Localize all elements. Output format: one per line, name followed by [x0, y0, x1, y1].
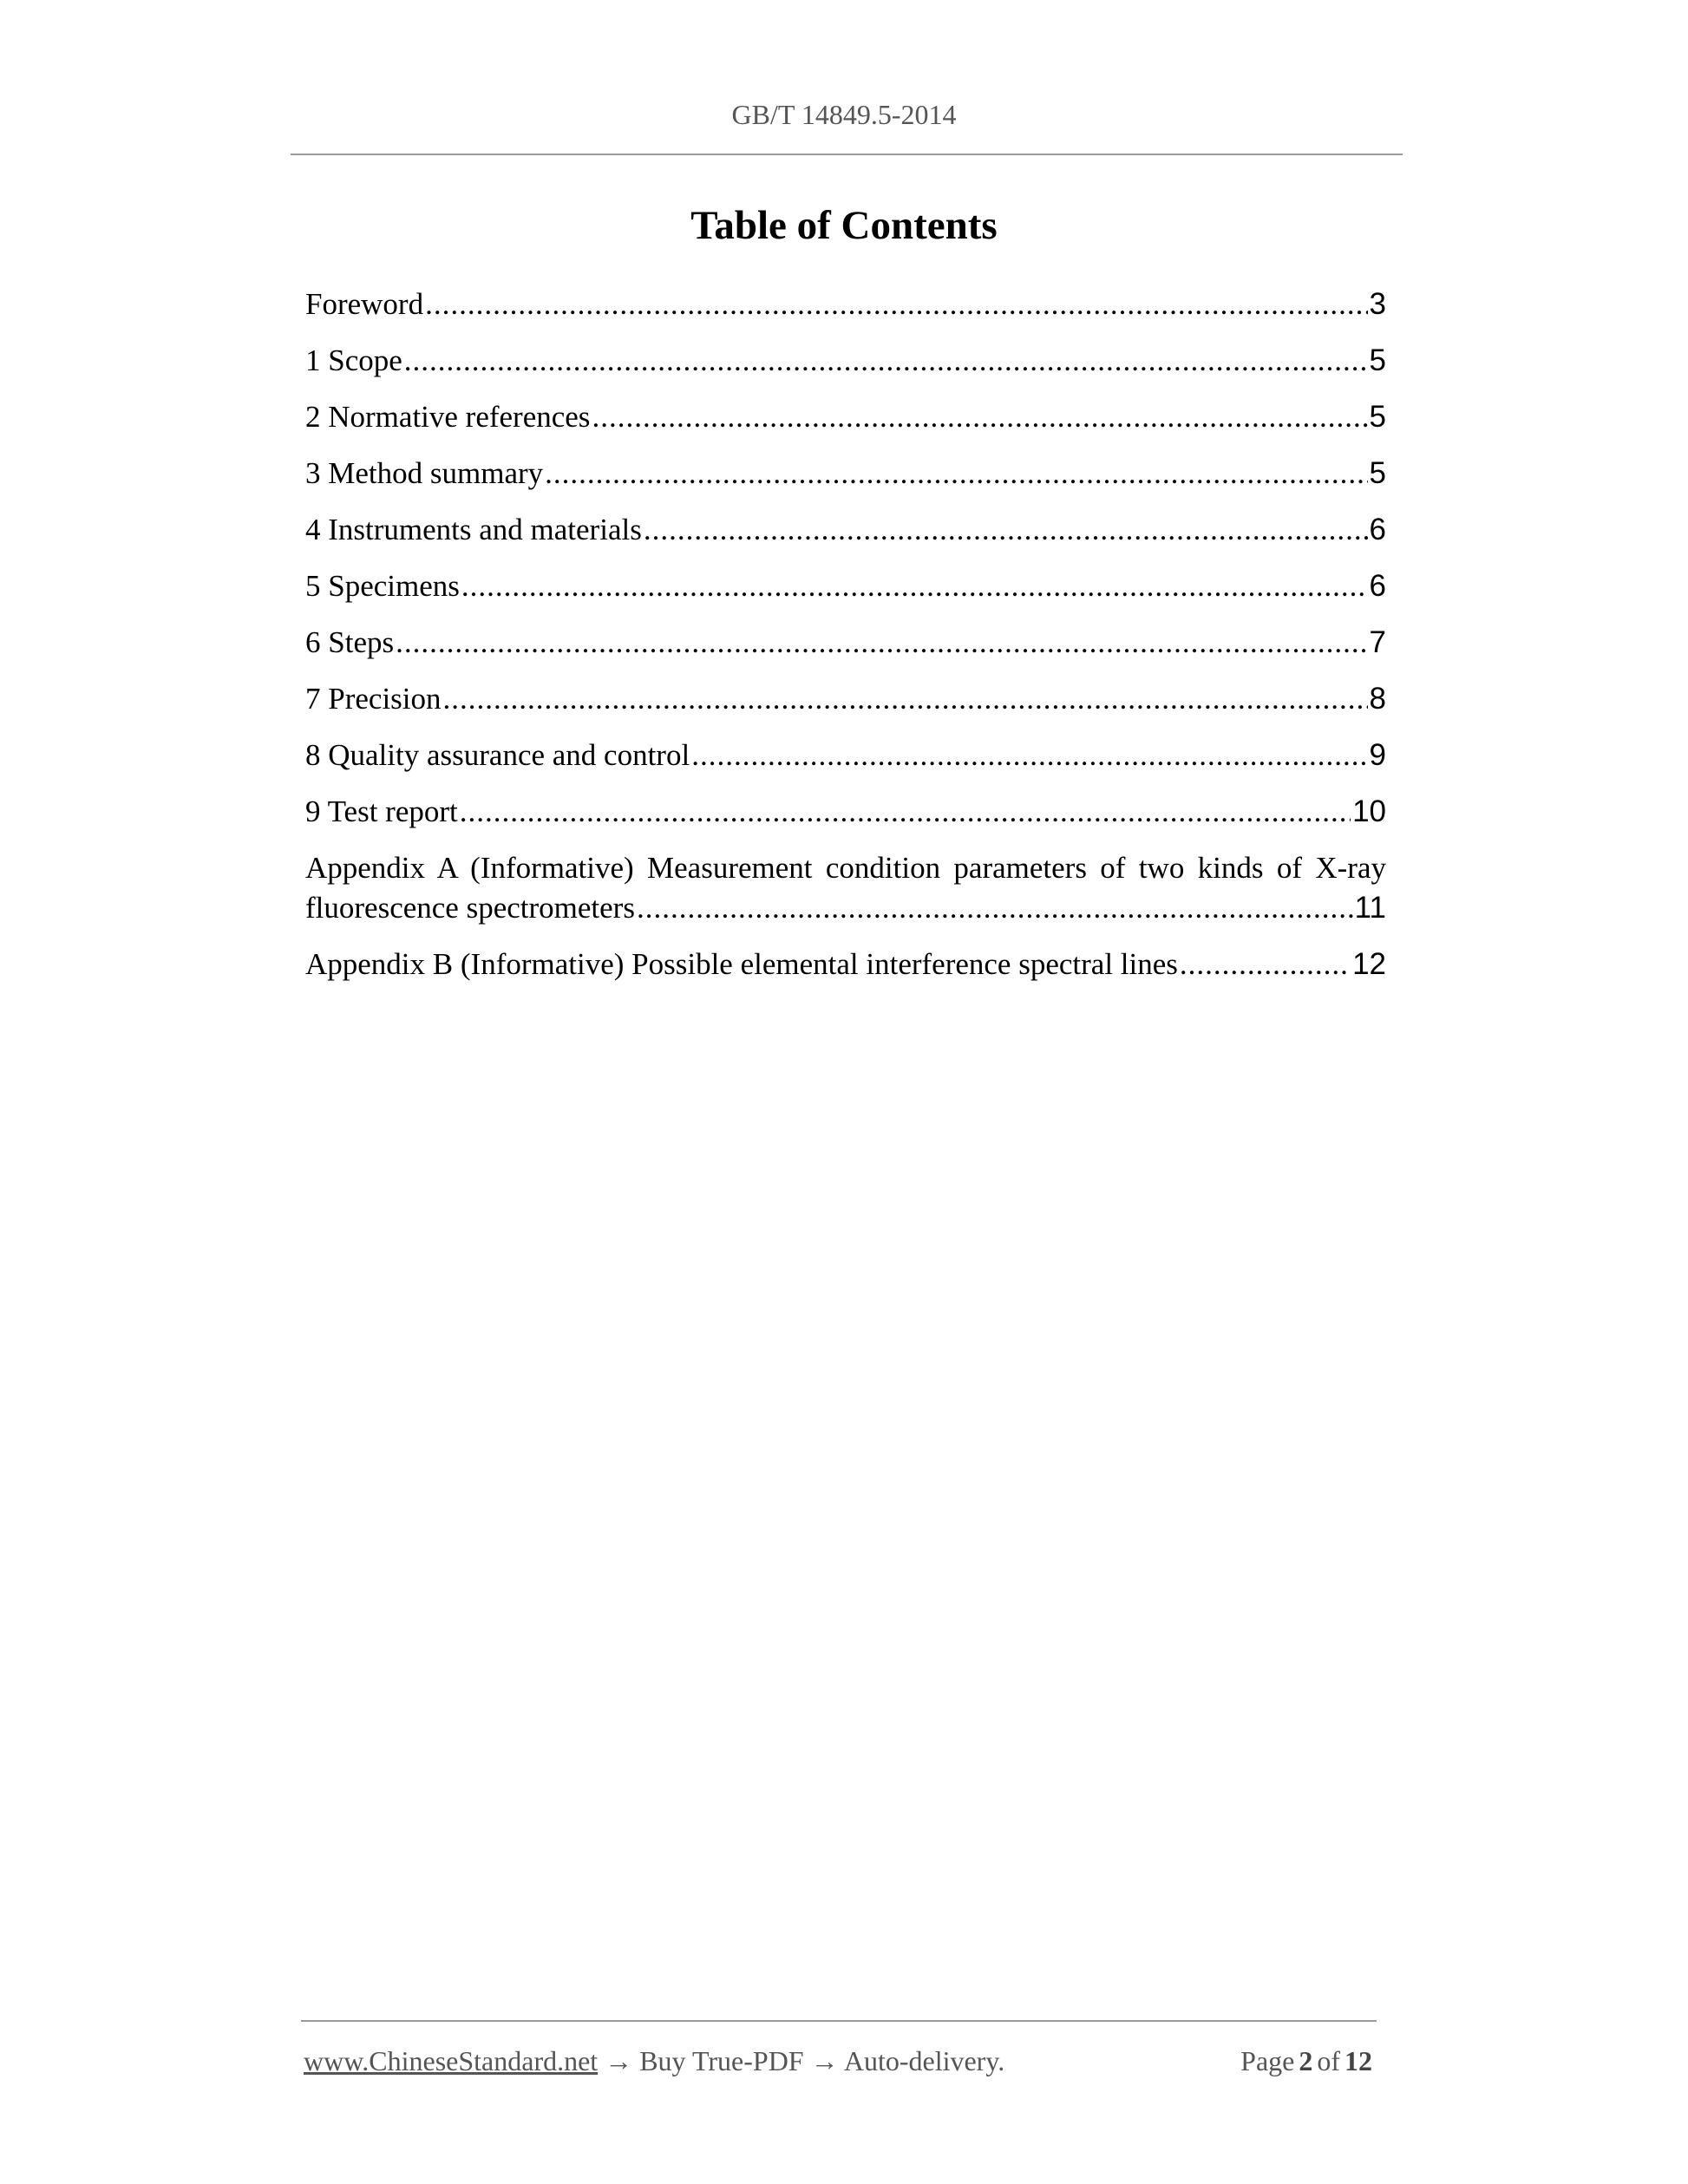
toc-entry-label: 7 Precision	[305, 682, 442, 716]
page-current: 2	[1299, 2045, 1313, 2076]
toc-page-number: 3	[1369, 287, 1386, 321]
dot-leader	[461, 566, 1368, 606]
page-title: Table of Contents	[690, 203, 998, 248]
footer-divider	[301, 2020, 1377, 2022]
dot-leader	[425, 284, 1367, 324]
toc-page-number: 9	[1369, 738, 1386, 772]
toc-page-number: 11	[1354, 891, 1386, 925]
toc-entry-label: 8 Quality assurance and control	[305, 738, 690, 772]
footer-step-delivery: Auto-delivery.	[843, 2045, 1005, 2076]
toc-entry-label-line1: Appendix A (Informative) Measurement condition parameters of two kinds of X-ray	[305, 851, 1386, 885]
toc-entry-line2	[305, 888, 1386, 928]
page-indicator	[1236, 2043, 1372, 2078]
toc-entry-foreword[interactable]	[305, 284, 1386, 324]
toc-entry-label: 1 Scope	[305, 343, 402, 377]
footer-promo	[304, 2043, 1004, 2078]
toc-entry-label: 5 Specimens	[305, 569, 460, 603]
toc-page-number: 10	[1352, 794, 1386, 828]
dot-leader	[460, 792, 1351, 832]
dot-leader	[637, 888, 1353, 928]
dot-leader	[545, 454, 1367, 494]
toc-entry-specimens[interactable]	[305, 566, 1386, 606]
toc-entry-label: 3 Method summary	[305, 456, 544, 490]
chinese-standard-link[interactable]: www.ChineseStandard.net	[304, 2045, 599, 2076]
toc-page-number: 5	[1369, 400, 1386, 434]
toc-entry-method-summary[interactable]	[305, 454, 1386, 494]
document-header-code: GB/T 14849.5-2014	[731, 99, 957, 130]
toc-page-number: 5	[1369, 343, 1386, 377]
toc-entry-label: 6 Steps	[305, 625, 395, 659]
toc-entry-label: 4 Instruments and materials	[305, 513, 642, 546]
toc-entry-label: 9 Test report	[305, 794, 458, 828]
page-total: 12	[1345, 2045, 1372, 2076]
toc-page-number: 7	[1369, 625, 1386, 659]
header-divider	[291, 154, 1403, 155]
arrow-right-icon: →	[605, 2045, 633, 2076]
page-of: of	[1317, 2045, 1340, 2076]
toc-entry-precision[interactable]	[305, 679, 1386, 719]
toc-entry-quality-assurance[interactable]	[305, 736, 1386, 775]
toc-page-number: 12	[1352, 947, 1386, 981]
toc-entry-label-line2: fluorescence spectrometers	[305, 891, 635, 925]
toc-entry-appendix-a[interactable]	[305, 848, 1386, 928]
toc-entry-label: 2 Normative references	[305, 400, 591, 434]
toc-entry-steps[interactable]	[305, 623, 1386, 663]
arrow-right-icon: →	[810, 2045, 839, 2076]
page-footer	[304, 2043, 1372, 2078]
dot-leader	[396, 623, 1367, 663]
toc-entry-label: Appendix B (Informative) Possible elemental interference spectral lines	[305, 947, 1178, 981]
page-label: Page	[1240, 2045, 1295, 2076]
toc-page-number: 6	[1369, 569, 1386, 603]
toc-entry-normative-references[interactable]	[305, 397, 1386, 437]
dot-leader	[1180, 945, 1351, 984]
toc-entry-test-report[interactable]	[305, 792, 1386, 832]
dot-leader	[404, 341, 1368, 381]
toc-page-number: 6	[1369, 513, 1386, 546]
toc-entry-appendix-b[interactable]	[305, 945, 1386, 984]
dot-leader	[644, 510, 1368, 550]
table-of-contents	[305, 284, 1386, 1001]
dot-leader	[592, 397, 1367, 437]
footer-step-buy: Buy True-PDF	[639, 2045, 804, 2076]
toc-page-number: 5	[1369, 456, 1386, 490]
dot-leader	[443, 679, 1368, 719]
toc-entry-label: Foreword	[305, 287, 424, 321]
toc-entry-scope[interactable]	[305, 341, 1386, 381]
dot-leader	[691, 736, 1367, 775]
toc-entry-instruments-and-materials[interactable]	[305, 510, 1386, 550]
toc-page-number: 8	[1369, 682, 1386, 716]
